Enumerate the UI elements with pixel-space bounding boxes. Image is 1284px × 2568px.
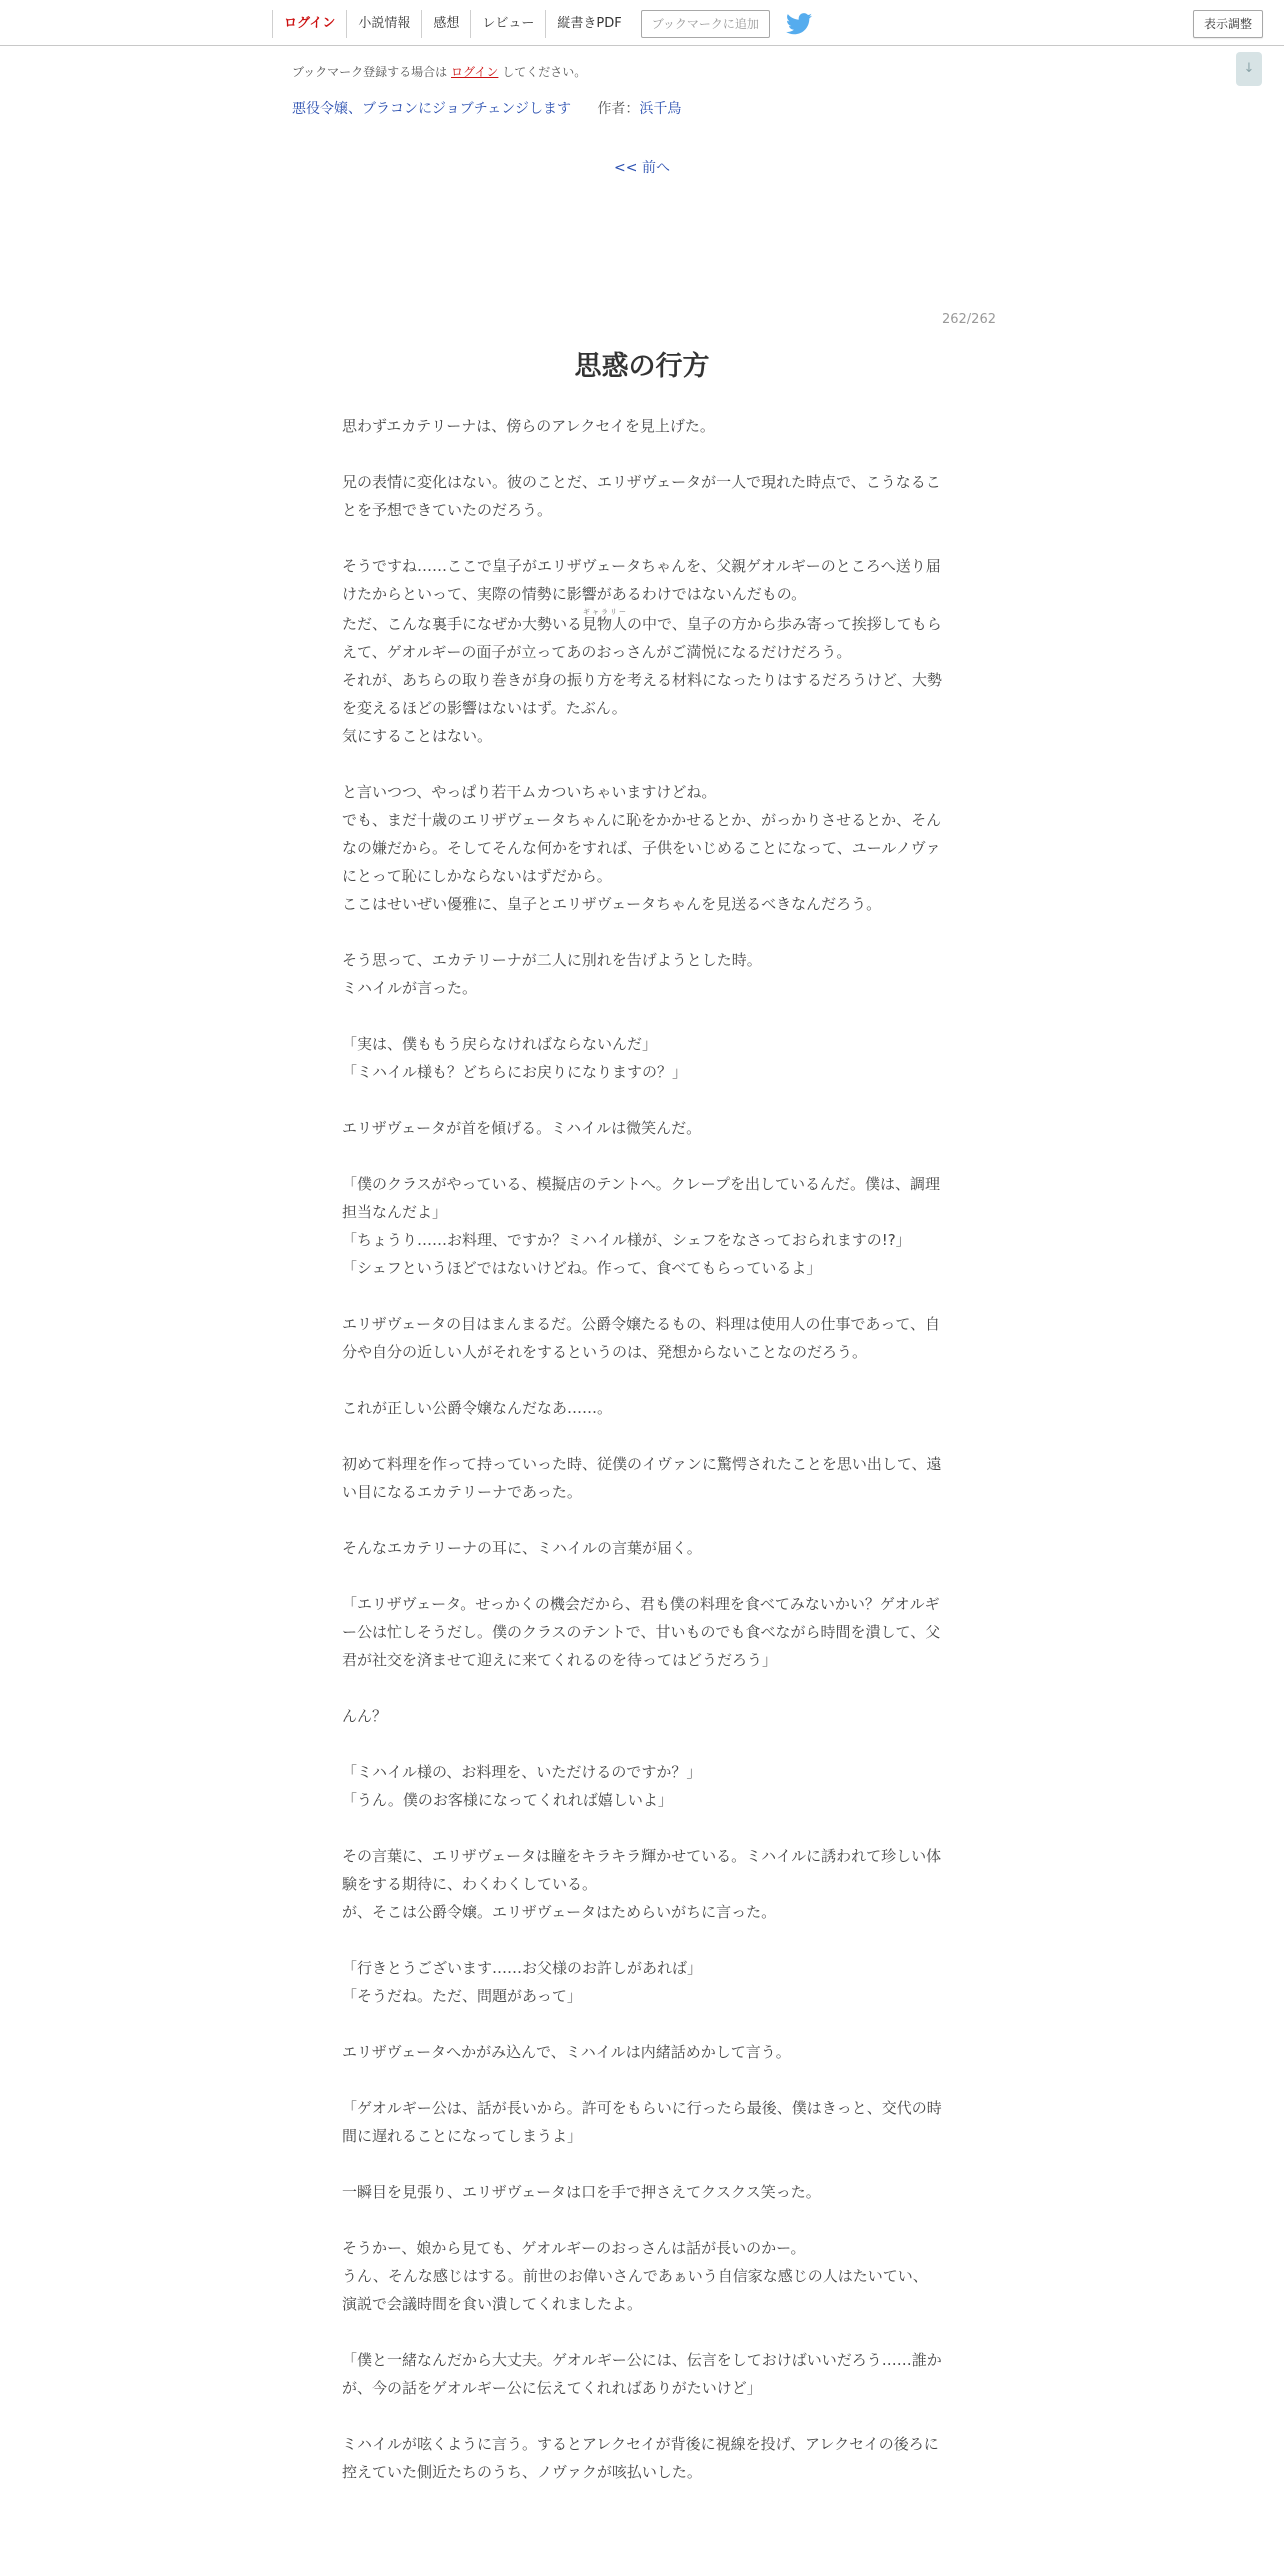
body-paragraph: 「そうだね。ただ、問題があって」 — [342, 1987, 582, 2005]
top-navigation-bar — [0, 0, 1284, 46]
body-blank-line — [342, 2206, 942, 2234]
body-paragraph: んん？ — [342, 1707, 388, 1725]
body-paragraph: 「うん。僕のお客様になってくれれば嬉しいよ」 — [342, 1791, 673, 1809]
body-paragraph: 「ミハイル様の、お料理を、いただけるのですか？」 — [342, 1763, 702, 1781]
bookmark-login-note — [292, 63, 586, 80]
nav-login-link[interactable]: ログイン — [272, 10, 346, 38]
bookmark-note-prefix: ブックマーク登録する場合は — [292, 65, 448, 79]
ruby-reading: ギャラリー — [582, 608, 628, 616]
body-paragraph: うん、そんな感じはする。前世のお偉いさんであぁいう自信家な感じの人はたいてい、演説で会議時間を食い潰してくれましたよ。 — [342, 2267, 928, 2313]
author-label: 作者： — [597, 101, 640, 117]
body-paragraph: ミハイルが呟くように言う。するとアレクセイが背後に視線を投げ、アレクセイの後ろに控えていた側近たちのうち、ノヴァクが咳払いした。 — [342, 2435, 939, 2481]
body-blank-line — [342, 1814, 942, 1842]
body-blank-line — [342, 1674, 942, 1702]
body-paragraph: そう思って、エカテリーナが二人に別れを告げようとした時。 — [342, 951, 762, 969]
body-blank-line — [342, 440, 942, 468]
body-paragraph: 「僕のクラスがやっている、模擬店のテントへ。クレープを出しているんだ。僕は、調理担当なんだよ」 — [342, 1175, 941, 1221]
body-blank-line — [342, 1926, 942, 1954]
body-paragraph: エリザヴェータへかがみ込んで、ミハイルは内緒話めかして言う。 — [342, 2043, 791, 2061]
body-paragraph: 初めて料理を作って持っていった時、従僕のイヴァンに驚愕されたことを思い出して、遠い目になるエカテリーナであった。 — [342, 1455, 942, 1501]
episode-counter: 262/262 — [941, 312, 996, 327]
body-blank-line — [342, 1282, 942, 1310]
nav-review-link[interactable]: レビュー — [470, 10, 545, 38]
body-paragraph: 思わずエカテリーナは、傍らのアレクセイを見上げた。 — [342, 417, 715, 435]
body-blank-line — [342, 2150, 942, 2178]
body-paragraph: 「ゲオルギー公は、話が長いから。許可をもらいに行ったら最後、僕はきっと、交代の時間に遅れることになってしまうよ」 — [342, 2099, 942, 2145]
body-paragraph: そうですね……ここで皇子がエリザヴェータちゃんを、父親ゲオルギーのところへ送り届けたからといって、実際の情勢に影響があるわけではないんだもの。 — [342, 557, 941, 603]
ruby-base: 見物人 — [582, 615, 628, 633]
body-paragraph: でも、まだ十歳のエリザヴェータちゃんに恥をかかせるとか、がっかりさせるとか、そんなの嫌だから。そしてそんな何かをすれば、子供をいじめることになって、ユールノヴァにとって恥にしかならないはずだから。 — [342, 811, 942, 885]
body-blank-line — [342, 524, 942, 552]
body-paragraph: 「僕と一緒なんだから大丈夫。ゲオルギー公には、伝言をしておけばいいだろう……誰かが、今の話をゲオルギー公に伝えてくれればありがたいけど」 — [342, 2351, 942, 2397]
twitter-icon[interactable] — [786, 13, 812, 35]
body-blank-line — [342, 1002, 942, 1030]
body-paragraph: エリザヴェータが首を傾げる。ミハイルは微笑んだ。 — [342, 1119, 702, 1137]
bookmark-note-login-link[interactable]: ログイン — [451, 65, 499, 79]
body-blank-line — [342, 918, 942, 946]
body-paragraph: 一瞬目を見張り、エリザヴェータは口を手で押さえてクスクス笑った。 — [342, 2183, 821, 2201]
novel-title-link[interactable]: 悪役令嬢、ブラコンにジョブチェンジします — [292, 101, 571, 117]
body-blank-line — [342, 1562, 942, 1590]
body-paragraph: そうかー、娘から見ても、ゲオルギーのおっさんは話が長いのかー。 — [342, 2239, 806, 2257]
body-paragraph: 「エリザヴェータ。せっかくの機会だから、君も僕の料理を食べてみないかい？ゲオルギー公は忙しそうだし。僕のクラスのテントで、甘いものでも食べながら時間を潰して、父君が社交を済ませて迎えに来てくれるのを待ってはどうだろう」 — [342, 1595, 941, 1669]
body-paragraph: が、そこは公爵令嬢。エリザヴェータはためらいがちに言った。 — [342, 1903, 777, 1921]
body-blank-line — [342, 2066, 942, 2094]
novel-body — [342, 412, 942, 2486]
display-settings-button[interactable]: 表示調整 — [1193, 10, 1263, 38]
body-paragraph: 「実は、僕ももう戻らなければならないんだ」 — [342, 1035, 658, 1053]
body-blank-line — [342, 1142, 942, 1170]
nav-vertical-pdf-link[interactable]: 縦書きPDF — [545, 10, 632, 38]
body-paragraph: ミハイルが言った。 — [342, 979, 478, 997]
body-paragraph: それが、あちらの取り巻きが身の振り方を考える材料になったりはするだろうけど、大勢を変えるほどの影響はないはず。たぶん。 — [342, 671, 943, 717]
nav-novel-info-link[interactable]: 小説情報 — [346, 10, 421, 38]
body-blank-line — [342, 750, 942, 778]
author-link[interactable]: 浜千鳥 — [639, 101, 682, 117]
body-paragraph: これが正しい公爵令嬢なんだなあ……。 — [342, 1399, 613, 1417]
body-paragraph — [342, 608, 942, 666]
body-text-fragment: ただ、こんな裏手になぜか大勢いる — [342, 615, 583, 633]
body-paragraph: その言葉に、エリザヴェータは瞳をキラキラ輝かせている。ミハイルに誘われて珍しい体験をする期待に、わくわくしている。 — [342, 1847, 942, 1893]
body-paragraph: 「ちょうり……お料理、ですか？ミハイル様が、シェフをなさっておられますの!?」 — [342, 1231, 911, 1249]
prev-page-nav — [0, 157, 1284, 177]
body-paragraph: ここはせいぜい優雅に、皇子とエリザヴェータちゃんを見送るべきなんだろう。 — [342, 895, 882, 913]
chapter-title: 思惑の行方 — [574, 351, 710, 382]
novel-info-line — [292, 98, 681, 118]
body-blank-line — [342, 2402, 942, 2430]
body-paragraph: 「シェフというほどではないけどね。作って、食べてもらっているよ」 — [342, 1259, 822, 1277]
ruby-annotation — [582, 608, 628, 633]
prev-page-link[interactable]: << 前へ — [614, 160, 670, 176]
nav-impressions-link[interactable]: 感想 — [421, 10, 470, 38]
body-paragraph: 兄の表情に変化はない。彼のことだ、エリザヴェータが一人で現れた時点で、こうなることを予想できていたのだろう。 — [342, 473, 941, 519]
body-paragraph: 「ミハイル様も？どちらにお戻りになりますの？」 — [342, 1063, 688, 1081]
body-blank-line — [342, 1086, 942, 1114]
add-bookmark-button[interactable]: ブックマークに追加 — [641, 10, 770, 38]
body-paragraph: と言いつつ、やっぱり若干ムカついちゃいますけどね。 — [342, 783, 717, 801]
body-paragraph: エリザヴェータの目はまんまるだ。公爵令嬢たるもの、料理は使用人の仕事であって、自分や自分の近しい人がそれをするというのは、発想からないことなのだろう。 — [342, 1315, 941, 1361]
body-paragraph: そんなエカテリーナの耳に、ミハイルの言葉が届く。 — [342, 1539, 702, 1557]
body-paragraph: 気にすることはない。 — [342, 727, 493, 745]
nav-menu — [272, 10, 812, 38]
body-blank-line — [342, 1506, 942, 1534]
body-blank-line — [342, 2318, 942, 2346]
body-blank-line — [342, 1422, 942, 1450]
body-blank-line — [342, 1366, 942, 1394]
scroll-down-button[interactable]: ↓ — [1236, 52, 1262, 86]
bookmark-note-suffix: してください。 — [502, 65, 587, 79]
body-blank-line — [342, 1730, 942, 1758]
body-blank-line — [342, 2010, 942, 2038]
body-paragraph: 「行きとうございます……お父様のお許しがあれば」 — [342, 1959, 703, 1977]
body-text-fragment: の中で、皇子の方から歩み寄って挨拶してもらえて、ゲオルギーの面子が立ってあのおっさんがご満悦になるだけだろう。 — [342, 615, 942, 661]
